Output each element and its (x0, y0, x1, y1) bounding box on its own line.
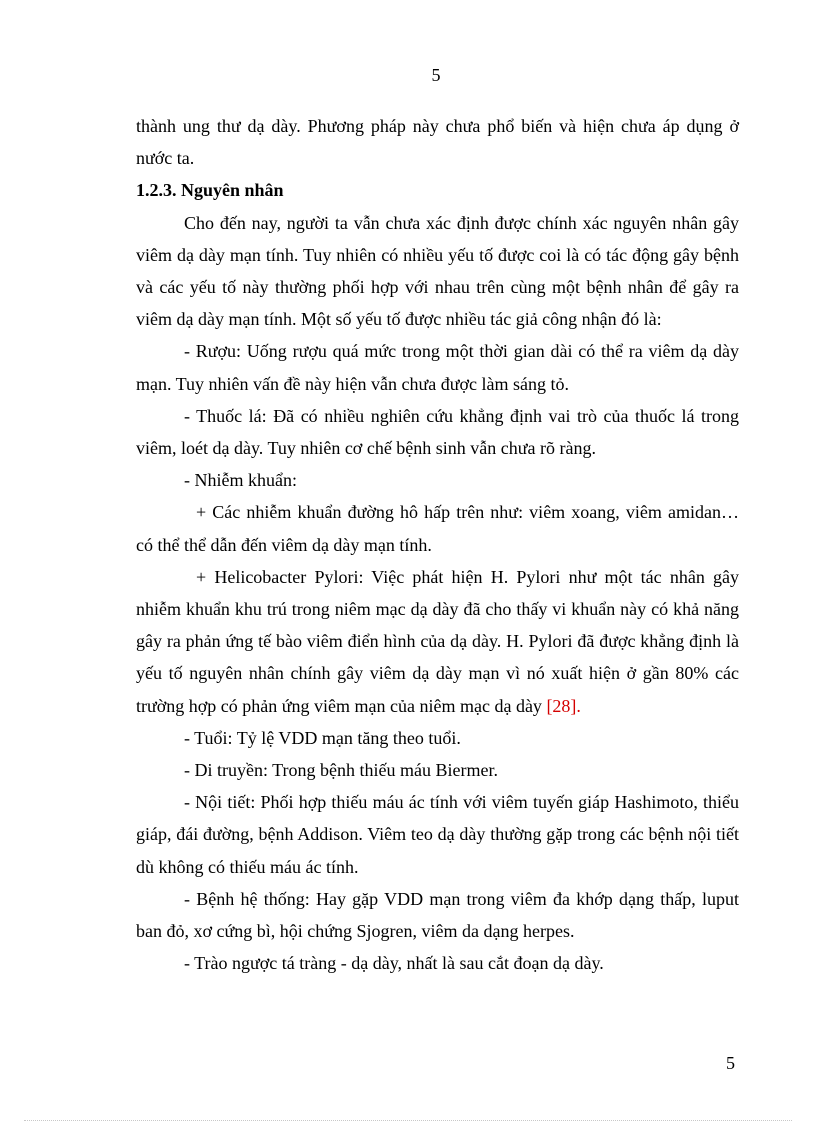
document-body (136, 110, 739, 979)
paragraph-age: - Tuổi: Tỷ lệ VDD mạn tăng theo tuổi. (184, 727, 461, 748)
section-heading: 1.2.3. Nguyên nhân (136, 180, 284, 201)
paragraph-genetics: - Di truyền: Trong bệnh thiếu máu Biermer. (184, 760, 498, 781)
footer-page-number: 5 (726, 1053, 735, 1073)
paragraph-intro: thành ung thư dạ dày. Phương pháp này chưa phổ biến và hiện chưa áp dụng ở nước ta. (136, 116, 739, 169)
paragraph-helicobacter (136, 561, 739, 722)
paragraph-respiratory-infection: + Các nhiễm khuẩn đường hô hấp trên như: viêm xoang, viêm amidan… có thể thể dẫn đến viêm dạ dày mạn tính. (136, 502, 739, 555)
paragraph-causes-intro: Cho đến nay, người ta vẫn chưa xác định được chính xác nguyên nhân gây viêm dạ dày mạn tính. Tuy nhiên có nhiều yếu tố được coi là có tác động gây bệnh và các yếu tố này thường phối hợp với nhau trên cùng một bệnh nhân để gây ra viêm dạ dày mạn tính. Một số yếu tố được nhiều tác giả công nhận đó là: (136, 212, 739, 330)
paragraph-endocrine: - Nội tiết: Phối hợp thiếu máu ác tính với viêm tuyến giáp Hashimoto, thiểu giáp, đái đường, bệnh Addison. Viêm teo dạ dày thường gặp trong các bệnh nội tiết dù không có thiếu máu ác tính. (136, 792, 739, 877)
paragraph-tobacco: - Thuốc lá: Đã có nhiều nghiên cứu khẳng định vai trò của thuốc lá trong viêm, loét dạ dày. Tuy nhiên cơ chế bệnh sinh vẫn chưa rõ ràng. (136, 405, 739, 459)
paragraph-systemic-disease: - Bệnh hệ thống: Hay gặp VDD mạn trong viêm đa khớp dạng thấp, luput ban đỏ, xơ cứng bì, hội chứng Sjogren, viêm da dạng herpes. (136, 888, 739, 942)
paragraph-alcohol: - Rượu: Uống rượu quá mức trong một thời gian dài có thể ra viêm dạ dày mạn. Tuy nhiên vấn đề này hiện vẫn chưa được làm sáng tỏ. (136, 341, 739, 394)
page-divider (24, 1120, 792, 1121)
citation-link[interactable]: [28]. (546, 695, 581, 716)
paragraph-reflux: - Trào ngược tá tràng - dạ dày, nhất là sau cắt đoạn dạ dày. (184, 953, 604, 974)
helicobacter-text: + Helicobacter Pylori: Việc phát hiện H. Pylori như một tác nhân gây nhiễm khuẩn khu trú trong niêm mạc dạ dày đã cho thấy vi khuẩn này có khả năng gây ra phản ứng tế bào viêm điển hình của dạ dày. H. Pylori đã được khẳng định là yếu tố nguyên nhân chính gây viêm dạ dày mạn vì nó xuất hiện ở gần 80% các trường hợp có phản ứng viêm mạn của niêm mạc dạ dày (136, 566, 739, 716)
header-page-number: 5 (431, 65, 441, 85)
paragraph-infection: - Nhiễm khuẩn: (184, 470, 297, 491)
